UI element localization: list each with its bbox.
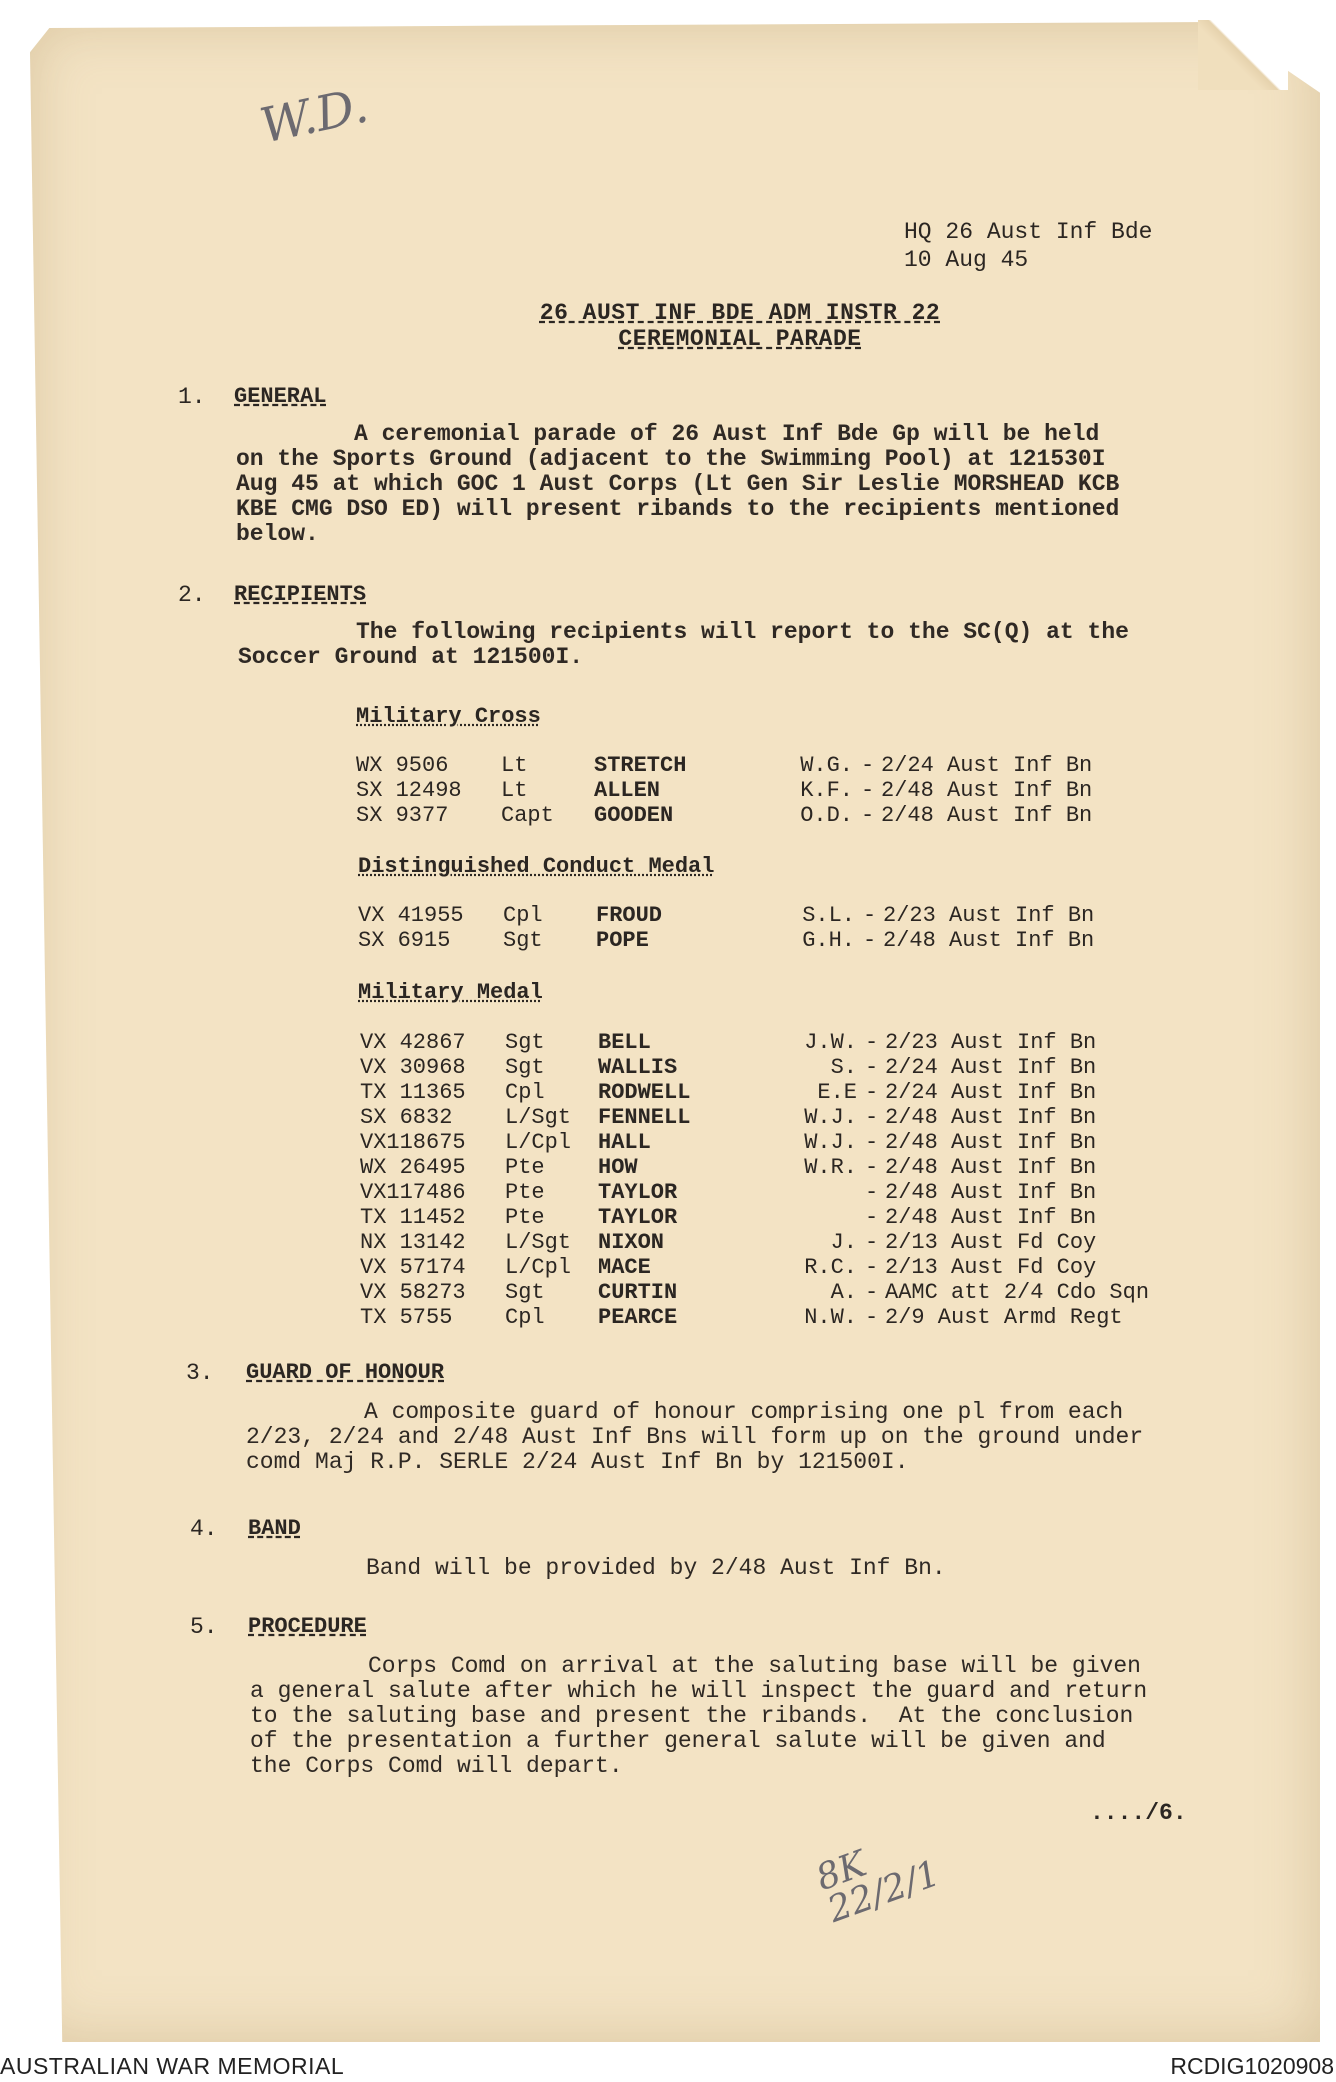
footer-id: RCDIG1020908	[1170, 2053, 1334, 2079]
recipient-service-number: SX 12498	[356, 778, 462, 803]
section-5-number: 5.	[190, 1614, 218, 1640]
recipient-unit: 2/48 Aust Inf Bn	[885, 1130, 1097, 1155]
recipient-service-number: SX 6832	[360, 1105, 453, 1130]
recipient-initials: O.D.	[800, 803, 853, 828]
recipient-unit: AAMC att 2/4 Cdo Sqn	[885, 1280, 1150, 1305]
recipient-service-number: SX 9377	[356, 803, 449, 828]
recipient-surname: ALLEN	[594, 778, 661, 803]
section-2-number: 2.	[178, 582, 206, 608]
recipient-rank: Cpl	[505, 1305, 545, 1330]
recipient-surname: CURTIN	[598, 1280, 678, 1305]
recipient-service-number: VX 57174	[360, 1255, 466, 1280]
recipient-dash: -	[865, 1180, 879, 1205]
recipient-initials: R.C.	[804, 1255, 857, 1280]
recipient-initials: W.J.	[804, 1130, 857, 1155]
recipient-unit: 2/48 Aust Inf Bn	[885, 1105, 1097, 1130]
folded-corner	[1198, 20, 1288, 90]
section-1-heading: GENERAL	[234, 384, 327, 409]
header-location: HQ 26 Aust Inf Bde	[904, 219, 1153, 245]
recipient-service-number: TX 5755	[360, 1305, 453, 1330]
section-1-number: 1.	[178, 384, 206, 410]
recipient-initials: W.G.	[800, 753, 853, 778]
recipient-surname: MACE	[598, 1255, 651, 1280]
recipient-rank: Sgt	[505, 1280, 545, 1305]
recipient-dash: -	[865, 1030, 879, 1055]
recipient-service-number: TX 11452	[360, 1205, 466, 1230]
recipient-rank: Capt	[501, 803, 554, 828]
recipient-dash: -	[863, 903, 877, 928]
recipient-initials: N.W.	[804, 1305, 857, 1330]
recipient-surname: POPE	[596, 928, 649, 953]
recipient-service-number: WX 9506	[356, 753, 449, 778]
handwritten-initials: 8K 22/2/1	[810, 1843, 946, 1931]
recipient-unit: 2/9 Aust Armd Regt	[885, 1305, 1123, 1330]
recipient-surname: WALLIS	[598, 1055, 678, 1080]
recipient-rank: Pte	[505, 1180, 545, 1205]
recipient-rank: Sgt	[505, 1055, 545, 1080]
recipient-dash: -	[865, 1305, 879, 1330]
recipient-row	[360, 1080, 1160, 1105]
recipient-rank: L/Cpl	[505, 1130, 572, 1155]
recipient-unit: 2/48 Aust Inf Bn	[881, 778, 1093, 803]
section-5-text: Corps Comd on arrival at the saluting base will be given a general salute after which he will inspect the guard and return to the saluting base and present the ribands. At the conclusion of the presentation a further general salute will be given and the Corps Comd will depart.	[250, 1653, 1148, 1779]
recipient-unit: 2/48 Aust Inf Bn	[883, 928, 1095, 953]
recipient-row	[356, 803, 1156, 828]
recipient-surname: BELL	[598, 1030, 651, 1055]
recipient-rank: Cpl	[503, 903, 543, 928]
recipient-initials: S.	[830, 1055, 857, 1080]
continuation-marker: ..../6.	[1090, 1800, 1187, 1826]
recipient-unit: 2/48 Aust Inf Bn	[885, 1205, 1097, 1230]
recipient-unit: 2/23 Aust Inf Bn	[883, 903, 1095, 928]
recipient-dash: -	[865, 1055, 879, 1080]
recipient-rank: Cpl	[505, 1080, 545, 1105]
recipient-dash: -	[861, 778, 875, 803]
recipient-surname: GOODEN	[594, 803, 674, 828]
recipient-unit: 2/13 Aust Fd Coy	[885, 1230, 1097, 1255]
recipient-initials: S.L.	[802, 903, 855, 928]
recipient-row	[356, 753, 1156, 778]
recipient-service-number: VX 30968	[360, 1055, 466, 1080]
recipient-surname: HOW	[598, 1155, 638, 1180]
recipient-row	[358, 928, 1158, 953]
recipient-surname: HALL	[598, 1130, 651, 1155]
recipient-dash: -	[865, 1080, 879, 1105]
recipient-row	[360, 1180, 1160, 1205]
recipient-service-number: VX 58273	[360, 1280, 466, 1305]
footer-bar	[0, 2045, 1336, 2082]
section-3-text: A composite guard of honour comprising one pl from each 2/23, 2/24 and 2/48 Aust Inf Bns will form up on the ground under comd Maj R.P. SERLE 2/24 Aust Inf Bn by 121500I.	[246, 1399, 1144, 1475]
recipient-dash: -	[865, 1280, 879, 1305]
recipient-dash: -	[865, 1130, 879, 1155]
recipient-dash: -	[865, 1105, 879, 1130]
recipient-initials: E.E	[817, 1080, 857, 1105]
recipient-unit: 2/23 Aust Inf Bn	[885, 1030, 1097, 1055]
recipient-dash: -	[861, 803, 875, 828]
section-4-number: 4.	[190, 1516, 218, 1542]
recipient-initials: G.H.	[802, 928, 855, 953]
recipient-row	[360, 1305, 1160, 1330]
recipient-unit: 2/48 Aust Inf Bn	[885, 1155, 1097, 1180]
recipient-initials: J.W.	[804, 1030, 857, 1055]
recipient-rank: Pte	[505, 1155, 545, 1180]
recipient-service-number: VX 42867	[360, 1030, 466, 1055]
recipient-rank: Lt	[501, 778, 528, 803]
handwritten-annotation-wd: W.D.	[255, 77, 373, 155]
award-heading-dcm: Distinguished Conduct Medal	[358, 854, 715, 879]
recipient-surname: RODWELL	[598, 1080, 691, 1105]
recipient-unit: 2/24 Aust Inf Bn	[885, 1080, 1097, 1105]
award-heading-military-medal: Military Medal	[358, 980, 543, 1005]
section-2-text: The following recipients will report to the SC(Q) at the Soccer Ground at 121500I.	[238, 619, 1129, 670]
footer-institution: AUSTRALIAN WAR MEMORIAL	[0, 2053, 345, 2079]
recipient-rank: L/Cpl	[505, 1255, 572, 1280]
recipient-initials: A.	[830, 1280, 857, 1305]
section-1-text: A ceremonial parade of 26 Aust Inf Bde Gp will be held on the Sports Ground (adjacent to the Swimming Pool) at 121530I Aug 45 at which GOC 1 Aust Corps (Lt Gen Sir Leslie MORSHEAD KCB KBE CMG DSO ED) will present ribands to the recipients mentioned below.	[236, 421, 1120, 547]
award-heading-military-cross: Military Cross	[356, 704, 541, 729]
recipient-row	[360, 1255, 1160, 1280]
recipient-dash: -	[865, 1205, 879, 1230]
recipient-row	[360, 1030, 1160, 1055]
section-5-heading: PROCEDURE	[248, 1614, 367, 1639]
recipient-dash: -	[865, 1155, 879, 1180]
recipient-row	[360, 1130, 1160, 1155]
recipient-row	[360, 1055, 1160, 1080]
recipient-row	[356, 778, 1156, 803]
recipient-service-number: VX118675	[360, 1130, 466, 1155]
recipient-unit: 2/48 Aust Inf Bn	[881, 803, 1093, 828]
recipient-rank: Pte	[505, 1205, 545, 1230]
recipient-unit: 2/13 Aust Fd Coy	[885, 1255, 1097, 1280]
recipient-surname: TAYLOR	[598, 1205, 678, 1230]
recipient-service-number: VX 41955	[358, 903, 464, 928]
recipient-service-number: TX 11365	[360, 1080, 466, 1105]
section-2-heading: RECIPIENTS	[234, 582, 367, 607]
recipient-initials: W.R.	[804, 1155, 857, 1180]
recipient-service-number: NX 13142	[360, 1230, 466, 1255]
recipient-surname: FENNELL	[598, 1105, 691, 1130]
recipient-surname: TAYLOR	[598, 1180, 678, 1205]
recipient-initials: W.J.	[804, 1105, 857, 1130]
recipient-dash: -	[865, 1230, 879, 1255]
recipient-row	[360, 1105, 1160, 1130]
recipient-unit: 2/48 Aust Inf Bn	[885, 1180, 1097, 1205]
recipient-surname: STRETCH	[594, 753, 687, 778]
recipient-row	[360, 1155, 1160, 1180]
section-4-heading: BAND	[248, 1516, 301, 1541]
recipient-dash: -	[865, 1255, 879, 1280]
recipient-initials: K.F.	[800, 778, 853, 803]
recipient-row	[360, 1205, 1160, 1230]
recipient-dash: -	[863, 928, 877, 953]
recipient-surname: NIXON	[598, 1230, 665, 1255]
recipient-rank: L/Sgt	[505, 1105, 572, 1130]
recipient-surname: FROUD	[596, 903, 663, 928]
section-4-text: Band will be provided by 2/48 Aust Inf Bn.	[366, 1555, 946, 1581]
recipient-service-number: VX117486	[360, 1180, 466, 1205]
recipient-rank: L/Sgt	[505, 1230, 572, 1255]
section-3-heading: GUARD OF HONOUR	[246, 1360, 445, 1385]
recipient-initials: J.	[830, 1230, 857, 1255]
header-date: 10 Aug 45	[904, 247, 1029, 273]
recipient-unit: 2/24 Aust Inf Bn	[881, 753, 1093, 778]
recipient-rank: Lt	[501, 753, 528, 778]
document-title: 26 AUST INF BDE ADM INSTR 22	[539, 300, 941, 326]
recipient-row	[360, 1280, 1160, 1305]
section-3-number: 3.	[186, 1360, 214, 1386]
recipient-row	[358, 903, 1158, 928]
recipient-row	[360, 1230, 1160, 1255]
recipient-rank: Sgt	[503, 928, 543, 953]
recipient-surname: PEARCE	[598, 1305, 678, 1330]
recipient-service-number: WX 26495	[360, 1155, 466, 1180]
recipient-rank: Sgt	[505, 1030, 545, 1055]
document-subtitle: CEREMONIAL PARADE	[618, 326, 862, 352]
recipient-dash: -	[861, 753, 875, 778]
recipient-service-number: SX 6915	[358, 928, 451, 953]
recipient-unit: 2/24 Aust Inf Bn	[885, 1055, 1097, 1080]
